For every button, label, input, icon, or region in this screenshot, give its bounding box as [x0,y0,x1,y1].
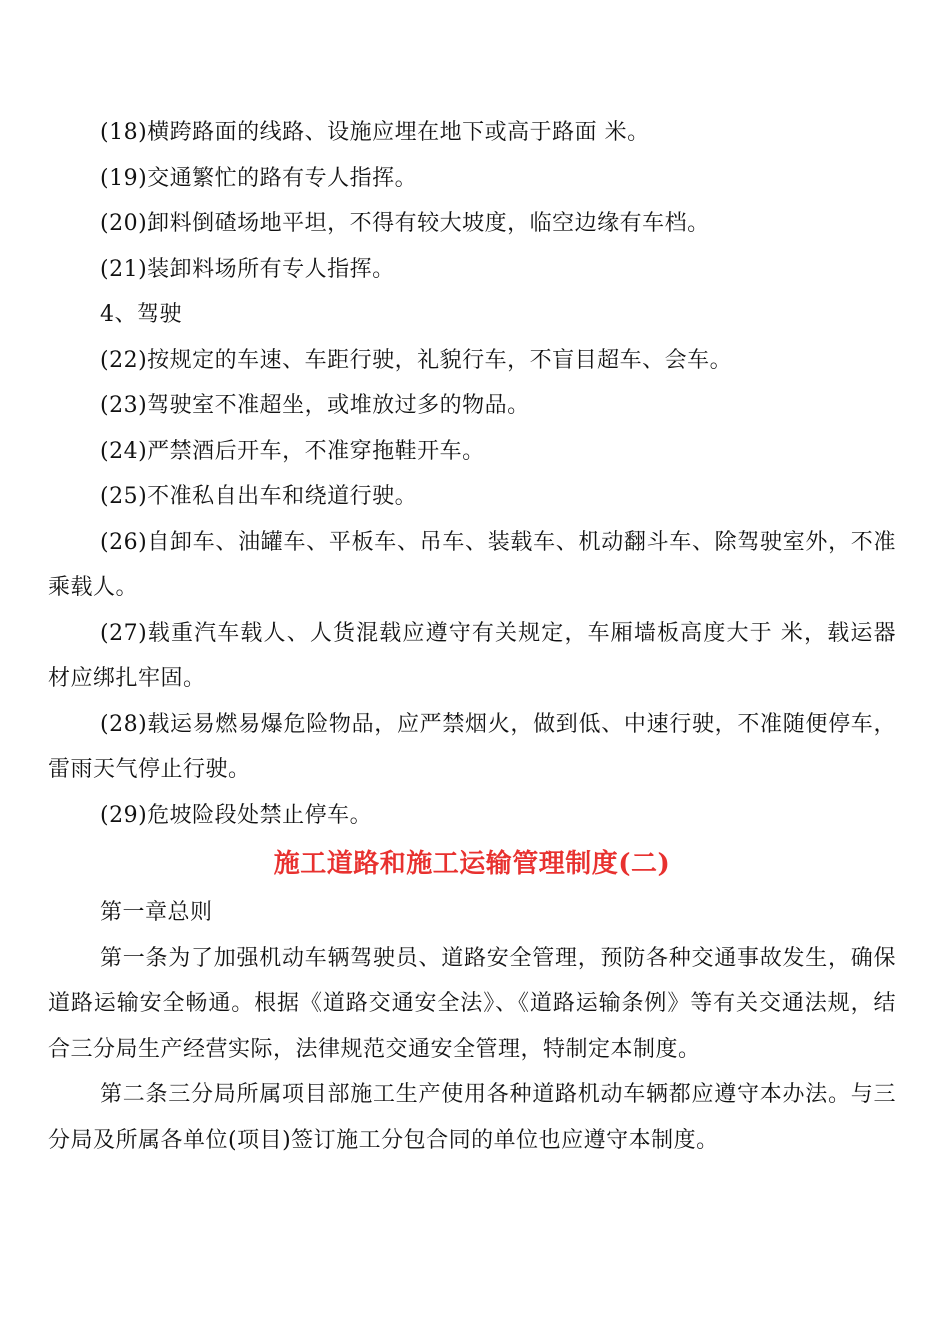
paragraph-21: (21)装卸料场所有专人指挥。 [100,256,395,282]
paragraph-23: (23)驾驶室不准超坐，或堆放过多的物品。 [100,393,530,418]
paragraph-28: (28)载运易燃易爆危险物品，应严禁烟火，做到低、中速行驶，不准随便停车，雷雨天气停止行驶。 [48,711,896,782]
article-2: 第二条三分局所属项目部施工生产使用各种道路机动车辆都应遵守本办法。与三分局及所属各单位(项目)签订施工分包合同的单位也应遵守本制度。 [48,1082,896,1153]
paragraph-29: (29)危坡险段处禁止停车。 [100,802,373,828]
document-page [48,110,896,1163]
paragraph-22: (22)按规定的车速、车距行驶，礼貌行车，不盲目超车、会车。 [100,347,733,373]
paragraph-24: (24)严禁酒后开车，不准穿拖鞋开车。 [100,438,485,464]
document-title: 施工道路和施工运输管理制度(二) [273,849,671,879]
paragraph-18: (18)横跨路面的线路、设施应埋在地下或高于路面 米。 [100,120,650,145]
section-heading-driving: 4、驾驶 [100,302,182,327]
article-1: 第一条为了加强机动车辆驾驶员、道路安全管理，预防各种交通事故发生，确保道路运输安全畅通。根据《道路交通安全法》、《道路运输条例》等有关交通法规，结合三分局生产经营实际，法律规范交通安全管理，特制定本制度。 [48,945,896,1062]
chapter-heading: 第一章总则 [100,900,213,925]
paragraph-25: (25)不准私自出车和绕道行驶。 [100,484,418,509]
paragraph-27: (27)载重汽车载人、人货混载应遵守有关规定，车厢墙板高度大于 米，载运器材应绑扎牢固。 [48,620,896,691]
paragraph-20: (20)卸料倒碴场地平坦，不得有较大坡度，临空边缘有车档。 [100,211,710,236]
paragraph-19: (19)交通繁忙的路有专人指挥。 [100,165,418,191]
paragraph-26: (26)自卸车、油罐车、平板车、吊车、装载车、机动翻斗车、除驾驶室外，不准乘载人。 [48,529,896,600]
